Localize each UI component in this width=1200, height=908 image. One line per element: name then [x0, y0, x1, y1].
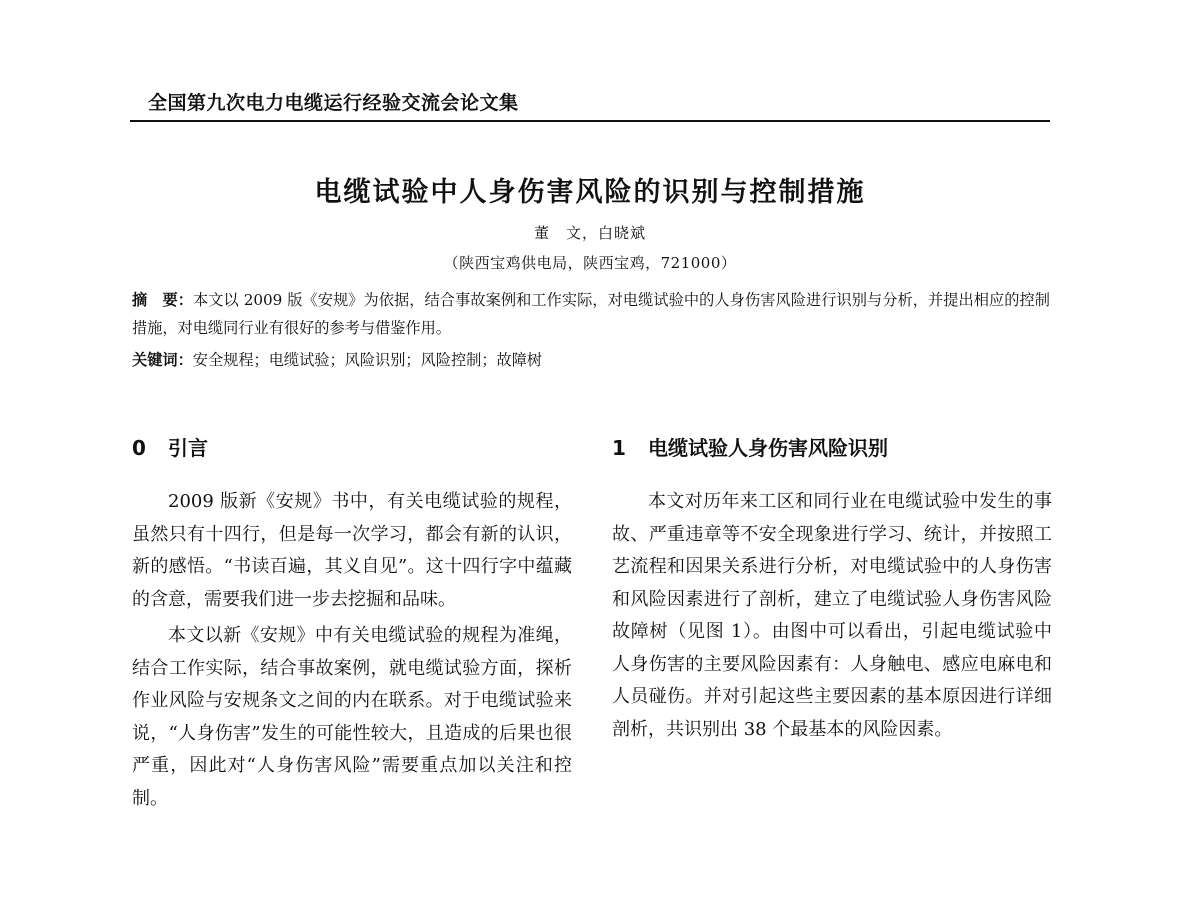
section-1-number: 1 — [612, 436, 626, 460]
section-0-title: 引言 — [168, 436, 208, 460]
section-0-body — [132, 486, 572, 819]
keywords — [132, 346, 1050, 374]
paper-authors: 董 文，白晓斌 — [533, 224, 646, 242]
section-1-body — [612, 486, 1052, 750]
keywords-text: 安全规程；电缆试验；风险识别；风险控制；故障树 — [192, 351, 543, 369]
section-1-heading — [612, 432, 888, 461]
section-0-paragraph-1: 2009 版新《安规》书中，有关电缆试验的规程，虽然只有十四行，但是每一次学习，都会有新的认识，新的感悟。“书读百遍，其义自见”。这十四行字中蕴藏的含意，需要我们进一步去挖掘和品味。 — [132, 491, 572, 610]
section-1-paragraph-1: 本文对历年来工区和同行业在电缆试验中发生的事故、严重违章等不安全现象进行学习、统计，并按照工艺流程和因果关系进行分析，对电缆试验中的人身伤害和风险因素进行了剖析，建立了电缆试验人身伤害风险故障树（见图 1）。由图中可以看出，引起电缆试验中人身伤害的主要风险因素有：人身触电、感应电麻电和人员碰伤。并对引起这些主要因素的基本原因进行详细剖析，共识别出 38 个最基本的风险因素。 — [612, 491, 1052, 740]
section-0-paragraph-2: 本文以新《安规》中有关电缆试验的规程为准绳，结合工作实际，结合事故案例，就电缆试验方面，探析作业风险与安规条文之间的内在联系。对于电缆试验来说，“人身伤害”发生的可能性较大，且造成的后果也很严重，因此对“人身伤害风险”需要重点加以关注和控制。 — [132, 625, 572, 809]
section-0-number: 0 — [132, 436, 146, 460]
running-header: 全国第九次电力电缆运行经验交流会论文集 — [148, 92, 519, 114]
abstract-label: 摘 要： — [132, 291, 194, 309]
section-1-title: 电缆试验人身伤害风险识别 — [648, 436, 888, 460]
header-rule — [130, 120, 1050, 122]
abstract-text: 本文以 2009 版《安规》为依据，结合事故案例和工作实际，对电缆试验中的人身伤害风险进行识别与分析，并提出相应的控制措施，对电缆同行业有很好的参考与借鉴作用。 — [132, 291, 1050, 337]
keywords-label: 关键词： — [132, 351, 193, 369]
paper-title: 电缆试验中人身伤害风险的识别与控制措施 — [314, 177, 866, 208]
paper-affiliation: （陕西宝鸡供电局，陕西宝鸡，721000） — [443, 254, 737, 272]
section-0-heading — [132, 432, 208, 461]
abstract — [132, 286, 1050, 342]
